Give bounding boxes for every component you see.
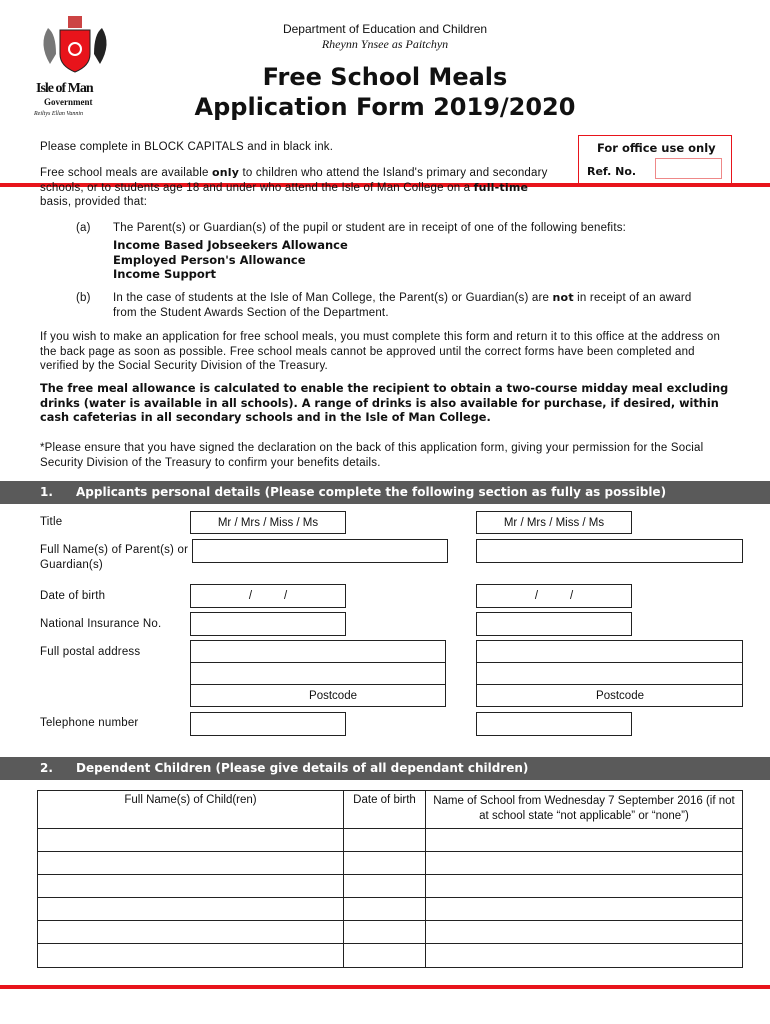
postcode-input-1[interactable]: Postcode [190, 684, 446, 707]
office-use-label: For office use only [597, 141, 716, 155]
section-1-header [0, 481, 770, 504]
column-header: Name of School from Wednesday 7 September 2016 (if not at school state “not applicable” or “none”) [426, 791, 743, 829]
logo-motto: Reiltys Ellan Vannin [34, 111, 83, 117]
address-line-1-input-1[interactable] [190, 640, 446, 663]
postcode-input-2[interactable]: Postcode [476, 684, 743, 707]
title-field-1[interactable]: Mr / Mrs / Miss / Ms [190, 511, 346, 534]
text: basis, provided that: [40, 196, 148, 208]
address-line-2-input-2[interactable] [476, 662, 743, 685]
table-row [38, 852, 743, 875]
application-paragraph: If you wish to make an application for free school meals, you must complete this form and return it to this office at the address on the back page as soon as possible. Free school meals cannot be approved until the correct forms have been completed and verified by the Social Security Division of the Treasury. [40, 331, 721, 372]
emphasis-full-time: full-time [473, 180, 529, 194]
text: in receipt of an award from the Student Awards Section of the Department. [113, 292, 692, 319]
ref-no-label: Ref. No. [587, 165, 637, 178]
section-number: 2. [40, 761, 53, 775]
section-title: Dependent Children (Please give details of all dependant children) [76, 761, 529, 775]
eligibility-paragraph [40, 166, 550, 210]
table-row [38, 875, 743, 898]
child-name-cell[interactable] [38, 852, 344, 875]
text: In the case of students at the Isle of Man College, the Parent(s) or Guardian(s) are [113, 292, 553, 304]
label-full-name: Full Name(s) of Parent(s) or Guardian(s) [40, 544, 189, 571]
condition-b-label: (b) [76, 292, 91, 304]
child-name-cell[interactable] [38, 829, 344, 852]
full-name-input-1[interactable] [192, 539, 448, 563]
telephone-input-2[interactable] [476, 712, 632, 736]
label-ni: National Insurance No. [40, 618, 162, 630]
child-name-cell[interactable] [38, 921, 344, 944]
child-dob-cell[interactable] [344, 875, 426, 898]
child-name-cell[interactable] [38, 898, 344, 921]
child-school-cell[interactable] [426, 898, 743, 921]
department-name-manx: Rheynn Ynsee as Paitchyn [321, 37, 449, 51]
title-field-2[interactable]: Mr / Mrs / Miss / Ms [476, 511, 632, 534]
telephone-input-1[interactable] [190, 712, 346, 736]
table-header-row [38, 791, 743, 829]
table-row [38, 898, 743, 921]
child-school-cell[interactable] [426, 875, 743, 898]
benefit-item: Income Support [113, 267, 216, 281]
dob-input-1[interactable]: / / [190, 584, 346, 608]
label-address: Full postal address [40, 646, 141, 658]
benefit-item: Employed Person's Allowance [113, 252, 306, 267]
ni-input-2[interactable] [476, 612, 632, 636]
section-2-header [0, 757, 770, 780]
benefit-item: Income Based Jobseekers Allowance [113, 238, 348, 252]
bottom-red-divider [0, 985, 770, 989]
isle-of-man-crest-logo [30, 14, 120, 117]
child-dob-cell[interactable] [344, 944, 426, 968]
dob-input-2[interactable]: / / [476, 584, 632, 608]
section-number: 1. [40, 485, 53, 499]
table-row [38, 944, 743, 968]
title-line-2: Application Form 2019/2020 [194, 93, 576, 121]
child-school-cell[interactable] [426, 944, 743, 968]
address-line-2-input-1[interactable] [190, 662, 446, 685]
condition-a-text: The Parent(s) or Guardian(s) of the pupil or student are in receipt of one of the following benefits: [113, 222, 627, 234]
ni-input-1[interactable] [190, 612, 346, 636]
child-dob-cell[interactable] [344, 921, 426, 944]
child-dob-cell[interactable] [344, 852, 426, 875]
label-title: Title [40, 516, 63, 528]
child-dob-cell[interactable] [344, 829, 426, 852]
text: to children who attend the Island's primary and secondary schools, or to students age 18 and under who attend the Isle of Man College on a [40, 167, 548, 194]
title-line-1: Free School Meals [262, 63, 508, 91]
table-row [38, 921, 743, 944]
child-name-cell[interactable] [38, 875, 344, 898]
form-title [190, 62, 580, 122]
table-row [38, 829, 743, 852]
logo-subtitle: Government [44, 97, 93, 107]
allowance-paragraph: The free meal allowance is calculated to enable the recipient to obtain a two-course midday meal excluding drinks (water is available in all schools). A range of drinks is also available for purchase, if desired, within cash cafeterias in all secondary schools and in the Isle of Man College. [40, 382, 729, 424]
child-school-cell[interactable] [426, 829, 743, 852]
children-table [37, 790, 743, 968]
child-school-cell[interactable] [426, 852, 743, 875]
block-capitals-note: Please complete in BLOCK CAPITALS and in black ink. [40, 141, 334, 153]
label-dob: Date of birth [40, 590, 106, 602]
emphasis-not: not [552, 291, 574, 304]
ref-no-input[interactable] [655, 158, 722, 179]
condition-a-label: (a) [76, 222, 91, 234]
condition-b-text [113, 291, 713, 320]
child-school-cell[interactable] [426, 921, 743, 944]
column-header: Full Name(s) of Child(ren) [38, 791, 344, 829]
address-line-1-input-2[interactable] [476, 640, 743, 663]
text: Free school meals are available [40, 167, 212, 179]
declaration-note: *Please ensure that you have signed the declaration on the back of this application form, giving your permission for the Social Security Division of the Treasury to confirm your benefits details. [40, 442, 704, 469]
child-dob-cell[interactable] [344, 898, 426, 921]
full-name-input-2[interactable] [476, 539, 743, 563]
office-use-box [578, 135, 732, 185]
column-header: Date of birth [344, 791, 426, 829]
benefits-list [113, 238, 348, 282]
logo-title: Isle of Man [36, 81, 93, 96]
emphasis-only: only [211, 166, 240, 179]
section-title: Applicants personal details (Please complete the following section as fully as possible) [76, 485, 667, 499]
label-telephone: Telephone number [40, 717, 139, 729]
child-name-cell[interactable] [38, 944, 344, 968]
department-name: Department of Education and Children [282, 22, 488, 36]
